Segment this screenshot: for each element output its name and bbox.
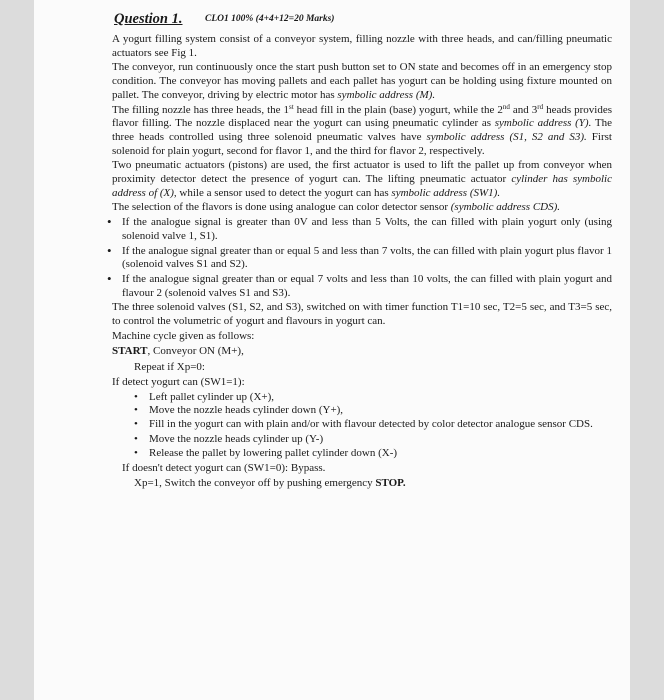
paragraph-nozzle [112, 104, 612, 159]
bullet-icon: • [134, 404, 138, 417]
cycle-repeat: Repeat if Xp=0: [134, 360, 205, 373]
bullet-icon: • [134, 432, 138, 445]
cycle-if-detect: If detect yogurt can (SW1=1): [112, 376, 245, 389]
superscript: rd [537, 102, 544, 111]
text-span: The filling nozzle has three heads, the 1 [112, 103, 289, 116]
cycle-if-not: If doesn't detect yogurt can (SW1=0): Bypass. [122, 461, 326, 474]
step-item [112, 391, 612, 405]
superscript: nd [502, 102, 510, 111]
symbolic-address: cylinder has symbolic address of (X), [112, 173, 612, 199]
step-text: Release the pallet by lowering pallet cylinder down (X-) [149, 447, 398, 460]
bullet-icon: • [107, 242, 112, 258]
symbolic-address: symbolic address (Y). [494, 117, 592, 130]
cycle-start [112, 344, 612, 360]
step-item [112, 404, 612, 418]
bullet-text: If the analogue signal greater than or equal 7 volts and less than 10 volts, the can filled with plain yogurt and flavour 2 (solenoid valves S1 and S3). [122, 272, 612, 299]
superscript: st [289, 102, 294, 111]
text-span: First solenoid for plain yogurt, second for flavor 1, and the third for flavor 2, respectively. [112, 130, 612, 157]
step-text: Left pallet cylinder up (X+), [149, 390, 275, 403]
step-item [112, 418, 612, 432]
paragraph-flavor-selection [112, 201, 612, 215]
text-span: The selection of the flavors is done using analogue can color detector sensor [112, 201, 451, 214]
question-title: Question 1. [114, 11, 183, 27]
bullet-icon: • [107, 270, 112, 286]
text-span: head fill in the plain (base) yogurt, while the 2 [293, 103, 503, 116]
text-span: and 3 [509, 103, 538, 116]
symbolic-address: symbolic address (SW1). [391, 186, 501, 199]
text-span: Two pneumatic actuators (pistons) are used, the first actuator is used to lift the pallet up from conveyor when proximity detector detect the presence of yogurt can. The lifting pneumatic actuator [112, 159, 612, 186]
paragraph-actuators [112, 159, 612, 200]
bullet-icon: • [107, 214, 112, 230]
cycle-steps [112, 391, 612, 461]
paragraph-machine-cycle: Machine cycle given as follows: [112, 329, 255, 342]
bullet-icon: • [134, 390, 138, 403]
paragraph-timers: The three solenoid valves (S1, S2, and S3), switched on with timer function T1=10 sec, T2=5 sec, and T3=5 sec, to control the volumetric of yogurt and flavours in yogurt can. [112, 301, 612, 328]
bullet-item [107, 270, 612, 300]
text-span: heads provides flavor filling. The nozzle displaced near the yogurt can using pneumatic cylinder as [112, 103, 612, 130]
text-span: Xp=1, Switch the conveyor off by pushing emergency [134, 477, 376, 490]
document-page [34, 0, 630, 700]
bullet-text: If the analogue signal is greater than 0V and less than 5 Volts, the can filled with plain yogurt only (using solenoid valve 1, S1). [122, 216, 612, 242]
cycle-stop [112, 476, 612, 492]
symbolic-address: symbolic address (M). [337, 88, 436, 101]
bullet-icon: • [134, 447, 138, 460]
bullet-text: If the analogue signal greater than or equal 5 and less than 7 volts, the can filled with plain yogurt plus flavor 1 (solenoid valves S1 and S2). [122, 244, 612, 271]
start-keyword: START [112, 345, 148, 358]
question-content [107, 8, 612, 492]
symbolic-address: symbolic address (S1, S2 and S3). [426, 130, 587, 143]
step-text: Fill in the yogurt can with plain and/or with flavour detected by color detector analogue sensor CDS. [149, 417, 593, 430]
bullet-item [107, 242, 612, 272]
marks-label: CLO1 100% (4+4+12=20 Marks) [205, 14, 335, 24]
question-header [112, 8, 612, 32]
step-item [112, 447, 612, 461]
paragraph-intro: A yogurt filling system consist of a conveyor system, filling nozzle with three heads, and can/filling pneumatic actuators see Fig 1. [112, 33, 612, 59]
paragraph-conveyor [112, 61, 612, 102]
text-span: , Conveyor ON (M+), [147, 345, 244, 358]
text-span: The conveyor, run continuously once the start push button set to ON state and becomes off in an emergency stop condition. The conveyor has moving pallets and each pallet has yogurt can be holding using fixture mounted on pallet. The conveyor, driving by electric motor has [112, 61, 612, 101]
step-text: Move the nozzle heads cylinder down (Y+), [149, 404, 344, 417]
symbolic-address: (symbolic address CDS). [450, 201, 561, 214]
step-item [112, 433, 612, 447]
stop-keyword: STOP. [375, 477, 406, 490]
text-span: while a sensor used to detect the yogurt can has [176, 186, 392, 199]
text-span: The three heads controlled using three solenoid pneumatic valves have [112, 117, 612, 143]
step-text: Move the nozzle heads cylinder up (Y-) [149, 432, 324, 445]
bullet-icon: • [134, 417, 138, 430]
bullet-item [107, 214, 612, 243]
